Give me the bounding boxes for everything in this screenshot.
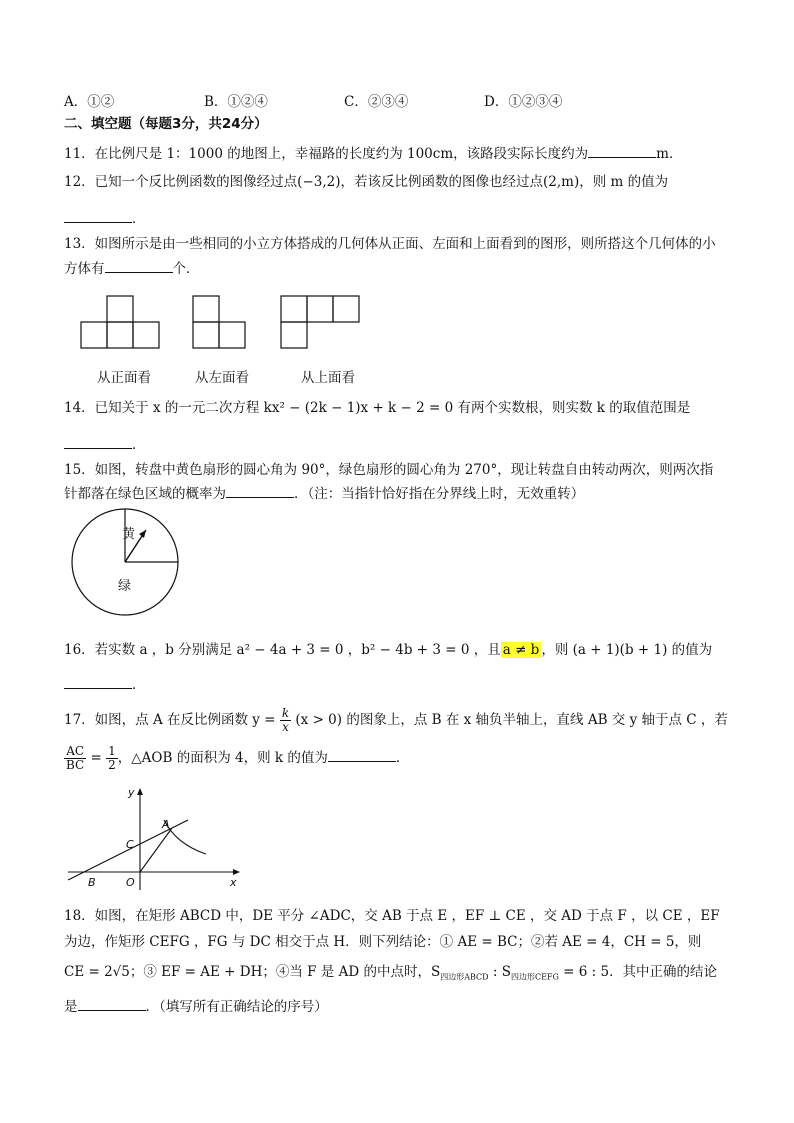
question-17-line2: $\frac{AC}{BC}$ = $\frac{1}{2}$ ，△AOB 的面积为 4，则 k 的值为 ． xyxy=(66,744,410,772)
q11-answer-blank xyxy=(588,143,656,158)
q18-text-d: ．（填写所有正确结论的序号） xyxy=(145,999,328,1015)
question-18-line2: 为边，作矩形 CEFG ，FG 与 DC 相交于点 H．则下列结论：① AE = BC；②若 AE = 4，CH = 5，则 xyxy=(64,934,702,950)
three-view-figure xyxy=(0,292,794,372)
coordinate-figure xyxy=(64,782,254,892)
option-b: B．①②④ xyxy=(204,94,268,110)
q11-tail: m． xyxy=(656,146,683,162)
question-16 xyxy=(64,640,712,660)
label-c: C xyxy=(126,838,134,851)
q18-text-c: 是 xyxy=(64,999,78,1015)
question-13-line2 xyxy=(64,258,200,279)
option-d: D．①②③④ xyxy=(484,94,563,110)
question-15-line2 xyxy=(64,483,584,504)
label-top-view: 从上面看 xyxy=(301,370,355,386)
fraction-k-over-x: $\frac{k}{x}$ xyxy=(281,706,290,734)
q17-text-b: (x > 0) 的图象上，点 B 在 x 轴负半轴上，直线 AB 交 y 轴于点 C ，若 xyxy=(295,712,728,728)
fraction-ac-over-bc: $\frac{AC}{BC}$ xyxy=(66,744,85,772)
pointer-arrowhead xyxy=(139,530,146,538)
q13-answer-blank xyxy=(105,258,173,273)
q18-text-a: CE = 2√5；③ EF = AE + DH；④当 F 是 AD 的中点时，S xyxy=(64,964,441,980)
front-top-square xyxy=(107,296,133,322)
fraction-one-half: $\frac{1}{2}$ xyxy=(108,744,116,772)
q12-answer-line xyxy=(64,208,146,229)
label-o: O xyxy=(126,876,135,889)
q18-text-b: = 6 : 5．其中正确的结论 xyxy=(558,964,718,980)
spinner-figure xyxy=(60,508,220,618)
green-sector-label: 绿 xyxy=(118,579,132,594)
q17-tail: ． xyxy=(395,750,410,766)
q14-tail: ． xyxy=(132,437,146,453)
question-11 xyxy=(64,143,682,164)
q12-tail: ． xyxy=(132,211,146,227)
q11-text: 11．在比例尺是 1：1000 的地图上，幸福路的长度约为 100cm，该路段实际长度约为 xyxy=(64,146,589,162)
q16-tail: ． xyxy=(132,677,146,693)
question-13-line1: 13．如图所示是由一些相同的小立方体搭成的几何体从正面、左面和上面看到的图形，则所搭这个几何体的小 xyxy=(64,236,716,252)
q14-answer-line xyxy=(64,434,146,455)
label-y: y xyxy=(128,786,135,799)
q18-sub-abcd: 四边形ABCD xyxy=(440,972,489,982)
question-17-line1 xyxy=(64,705,728,735)
q13-text-a: 方体有 xyxy=(64,261,105,277)
question-18-line3 xyxy=(64,962,717,988)
q14-answer-blank xyxy=(64,434,132,449)
q17-text-a: 17．如图，点 A 在反比例函数 y = xyxy=(64,712,276,728)
label-left-view: 从左面看 xyxy=(195,370,249,386)
left-top-square xyxy=(193,296,219,322)
q17-answer-blank xyxy=(328,747,396,762)
q17-text-c: ，△AOB 的面积为 4，则 k 的值为 xyxy=(117,750,328,766)
label-a: A xyxy=(162,818,170,831)
q16-text-b: ，则 (a + 1)(b + 1) 的值为 xyxy=(541,642,713,658)
hyperbola-curve xyxy=(164,820,206,854)
q16-answer-blank xyxy=(64,674,132,689)
q18-answer-blank xyxy=(78,996,146,1011)
option-c: C．②③④ xyxy=(344,94,409,110)
section-title: 二、填空题（每题3分，共24分） xyxy=(64,116,268,132)
question-14: 14．已知关于 x 的一元二次方程 kx² − (2k − 1)x + k − 2 = 0 有两个实数根，则实数 k 的取值范围是 xyxy=(64,400,691,416)
q15-text-a: 针都落在绿色区域的概率为 xyxy=(64,486,226,502)
q16-text-a: 16．若实数 a ，b 分别满足 a² − 4a + 3 = 0 ，b² − 4b + 3 = 0 ，且 xyxy=(64,642,501,658)
question-12 xyxy=(64,172,668,192)
yellow-sector-label: 黄 xyxy=(122,527,136,542)
label-b: B xyxy=(88,876,96,889)
top-view-squares xyxy=(281,296,307,322)
q12-answer-blank xyxy=(64,208,132,223)
question-18-line1: 18．如图，在矩形 ABCD 中，DE 平分 ∠ADC，交 AB 于点 E ，EF ⊥ CE ，交 AD 于点 F ，以 CE ，EF xyxy=(64,908,720,924)
question-18-line4 xyxy=(64,996,328,1017)
q16-answer-line xyxy=(64,674,146,695)
question-15-line1: 15．如图，转盘中黄色扇形的圆心角为 90°，绿色扇形的圆心角为 270°，现让转盘自由转动两次，则两次指 xyxy=(64,462,714,478)
q16-highlight: a ≠ b xyxy=(502,642,540,658)
q18-sub-cefg: 四边形CEFG xyxy=(510,972,559,982)
segment-oa xyxy=(140,828,172,872)
q15-answer-blank xyxy=(226,483,294,498)
q18-text-mid: : S xyxy=(488,964,511,980)
q15-text-b: ．（注：当指针恰好指在分界线上时，无效重转） xyxy=(294,486,585,502)
label-x: x xyxy=(230,876,237,889)
q13-text-b: 个． xyxy=(172,261,200,277)
label-front-view: 从正面看 xyxy=(97,370,151,386)
q12-text: 12．已知一个反比例函数的图像经过点(−3,2)，若该反比例函数的图像也经过点(2,m)，则 m 的值为 xyxy=(64,174,669,190)
option-a: A．①② xyxy=(64,94,115,110)
